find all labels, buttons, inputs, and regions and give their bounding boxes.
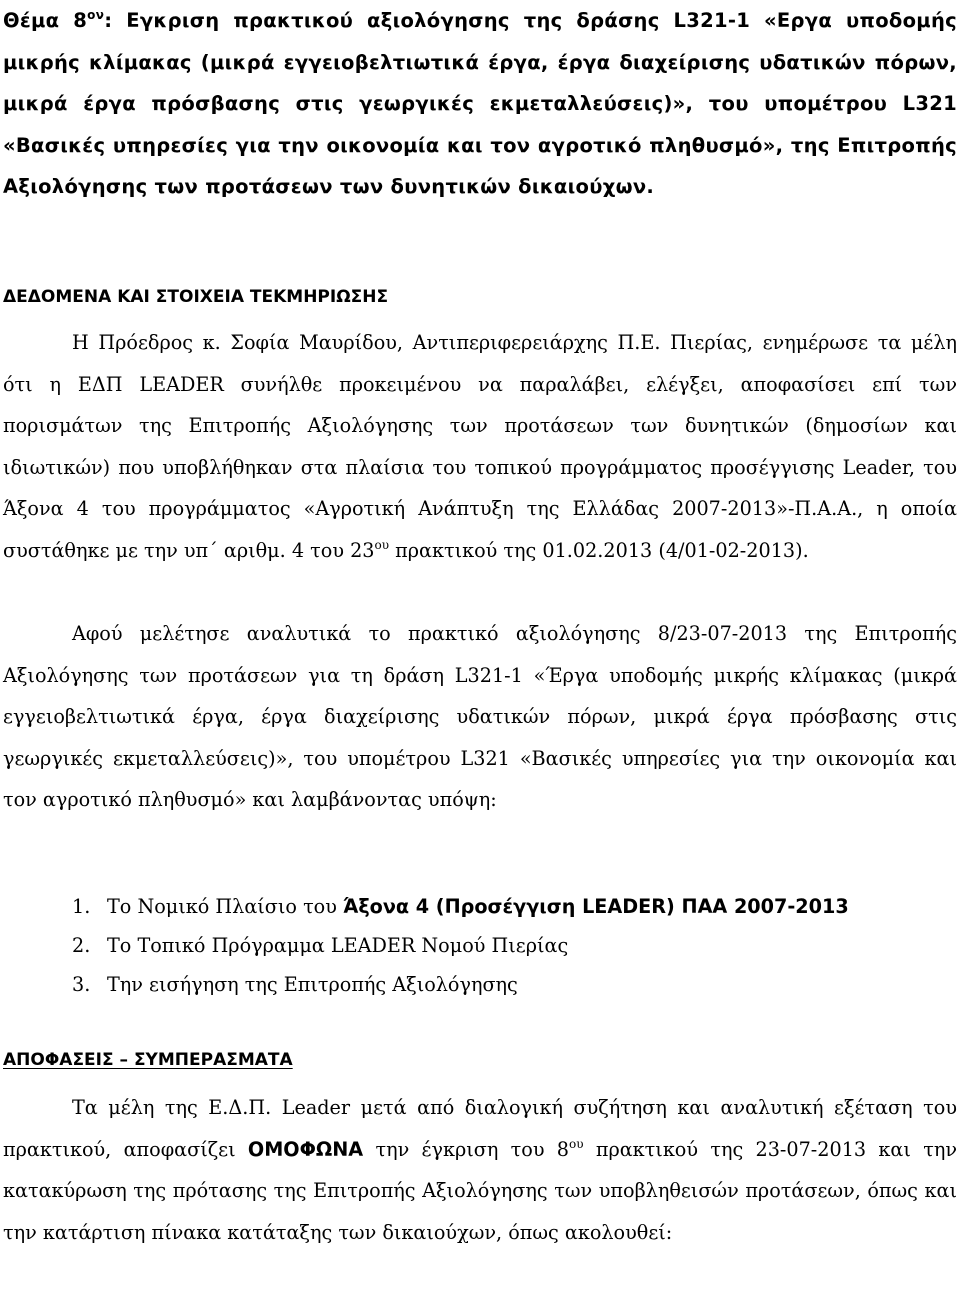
paragraph-president-report [3,322,957,571]
list-item-text: Την εισήγηση της Επιτροπής Αξιολόγησης [107,973,518,996]
paragraph1-superscript: ου [374,537,390,552]
subject-heading [3,0,957,208]
subject-prefix-superscript: ον [87,8,105,22]
list-item-text: Το Τοπικό Πρόγραμμα LEADER Νομού Πιερίας [107,934,569,957]
list-item [72,965,849,1004]
subject-prefix: Θέμα 8 [3,9,88,32]
subject-text: : Εγκριση πρακτικού αξιολόγησης της δράσης L321-1 «Εργα υποδομής μικρής κλίμακας (μικρά εγγειοβελτιωτικά έργα, έργα διαχείρισης υδατικών πόρων, μικρά έργα πρόσβασης στις γεωργικές εκμεταλλεύσεις)», του υπομέτρου L321 «Βασικές υπηρεσίες για την οικονομία και τον αγροτικό πληθυσμό», της Επιτροπής Αξιολόγησης των προτάσεων των δυνητικών δικαιούχων. [3,9,957,198]
paragraph2-text: Αφού μελέτησε αναλυτικά το πρακτικό αξιολόγησης 8/23-07-2013 της Επιτροπής Αξιολόγησης των προτάσεων για τη δράση L321-1 «Έργα υποδομής μικρής κλίμακας (μικρά εγγειοβελτιωτικά έργα, έργα διαχείρισης υδατικών πόρων, μικρά έργα πρόσβασης στις γεωργικές εκμεταλλεύσεις)», του υπομέτρου L321 «Βασικές υπηρεσίες για την οικονομία και τον αγροτικό πληθυσμό» και λαμβάνοντας υπόψη: [3,622,957,811]
paragraph3-text-c: πρακτικού της 23-07-2013 και την κατακύρωση της πρότασης της Επιτροπής Αξιολόγησης των υποβληθεισών προτάσεων, όπως και την κατάρτιση πίνακα κατάταξης των δικαιούχων, όπως ακολουθεί: [3,1137,957,1244]
section-title-decisions: ΑΠΟΦΑΣΕΙΣ – ΣΥΜΠΕΡΑΣΜΑΤΑ [3,1050,293,1070]
paragraph-evaluation-study [3,613,957,821]
paragraph1-text-b: πρακτικού της 01.02.2013 (4/01-02-2013). [389,538,809,562]
considerations-list [72,887,849,1004]
paragraph3-text-a: Τα μέλη της Ε.Δ.Π. Leader μετά από διαλογική συζήτηση και αναλυτική εξέταση του πρακτικού, αποφασίζει [3,1096,957,1161]
paragraph3-text-b: την έγκριση του 8 [363,1137,569,1161]
list-item-text: Το Νομικό Πλαίσιο του [107,895,344,918]
list-item-number: 2. [72,934,91,957]
section-title-data: ΔΕΔΟΜΕΝΑ ΚΑΙ ΣΤΟΙΧΕΙΑ ΤΕΚΜΗΡΙΩΣΗΣ [3,287,389,307]
paragraph3-superscript: ου [569,1136,584,1151]
list-item-number: 1. [72,895,91,918]
paragraph-decision [3,1087,957,1253]
paragraph1-text-a: Η Πρόεδρος κ. Σοφία Μαυρίδου, Αντιπεριφερειάρχης Π.Ε. Πιερίας, ενημέρωσε τα μέλη ότι η ΕΔΠ LEADER συνήλθε προκειμένου να παραλάβει, ελέγξει, αποφασίσει επί των πορισμάτων της Επιτροπής Αξιολόγησης των προτάσεων των δυνητικών (δημοσίων και ιδιωτικών) που υποβλήθηκαν στα πλαίσια του τοπικού προγράμματος προσέγγισης Leader, του Άξονα 4 του προγράμματος «Αγροτική Ανάπτυξη της Ελλάδας 2007-2013»-Π.Α.Α., η οποία συστάθηκε με την υπ΄ αριθμ. 4 του 23 [3,331,957,562]
list-item [72,926,849,965]
list-item [72,887,849,926]
list-item-bold-text: Άξονα 4 (Προσέγγιση LEADER) ΠΑΑ 2007-2013 [343,895,849,918]
list-item-number: 3. [72,973,91,996]
paragraph3-bold-unanimous: ΟΜΟΦΩΝΑ [247,1137,364,1161]
